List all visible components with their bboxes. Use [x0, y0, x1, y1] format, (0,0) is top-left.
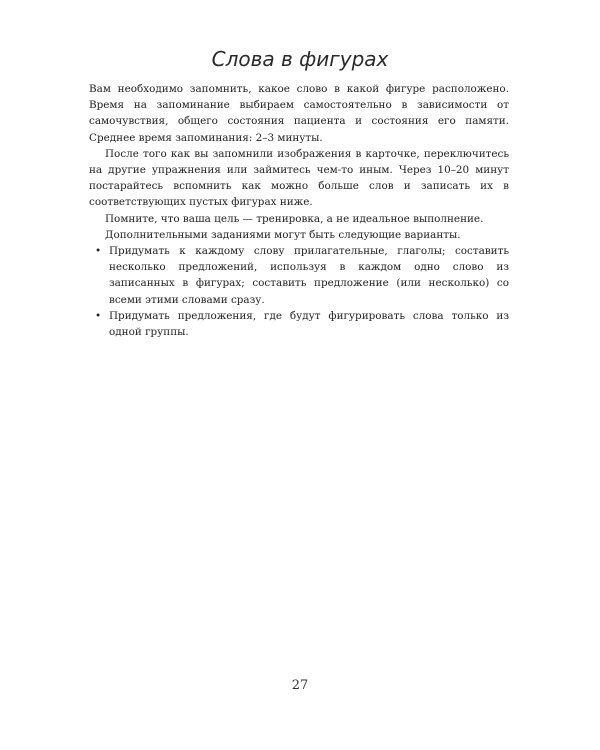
list-item-text: Придумать предложения, где будут фигурировать слова только из одной группы.: [109, 309, 509, 339]
paragraph-switch-task: После того как вы запомнили изображения в карточке, переключитесь на другие упражнения или займитесь чем-то иным. Через 10–20 минут постарайтесь вспомнить как можно больше слов и записать их в соответствующих пустых фигурах ниже.: [89, 147, 509, 209]
page-title: Слова в фигурах: [211, 47, 389, 71]
paragraph-extra-tasks: Дополнительными заданиями могут быть следующие варианты.: [105, 228, 461, 241]
list-item-text: Придумать к каждому слову прилагательные, глаголы; составить несколько предложений, используя в каждом одно слово из записанных в фигурах; составить предложение (или несколько) со всеми этими словами сразу.: [109, 245, 509, 306]
page-number: 27: [291, 678, 309, 693]
bullet-icon: •: [95, 309, 102, 322]
paragraph-instructions: Вам необходимо запомнить, какое слово в какой фигуре расположено. Время на запоминание выбираем самостоятельно в зависимости от самочувствия, общего состояния пациента и состояния его памяти. Среднее время запоминания: 2–3 минуты.: [89, 83, 509, 144]
body-text: [89, 81, 509, 340]
paragraph-goal: Помните, что ваша цель — тренировка, а не идеальное выполнение.: [105, 212, 484, 225]
list-item: [95, 308, 509, 340]
bullet-icon: •: [95, 245, 102, 258]
list-item: [95, 243, 509, 308]
extra-tasks-list: [89, 243, 509, 340]
